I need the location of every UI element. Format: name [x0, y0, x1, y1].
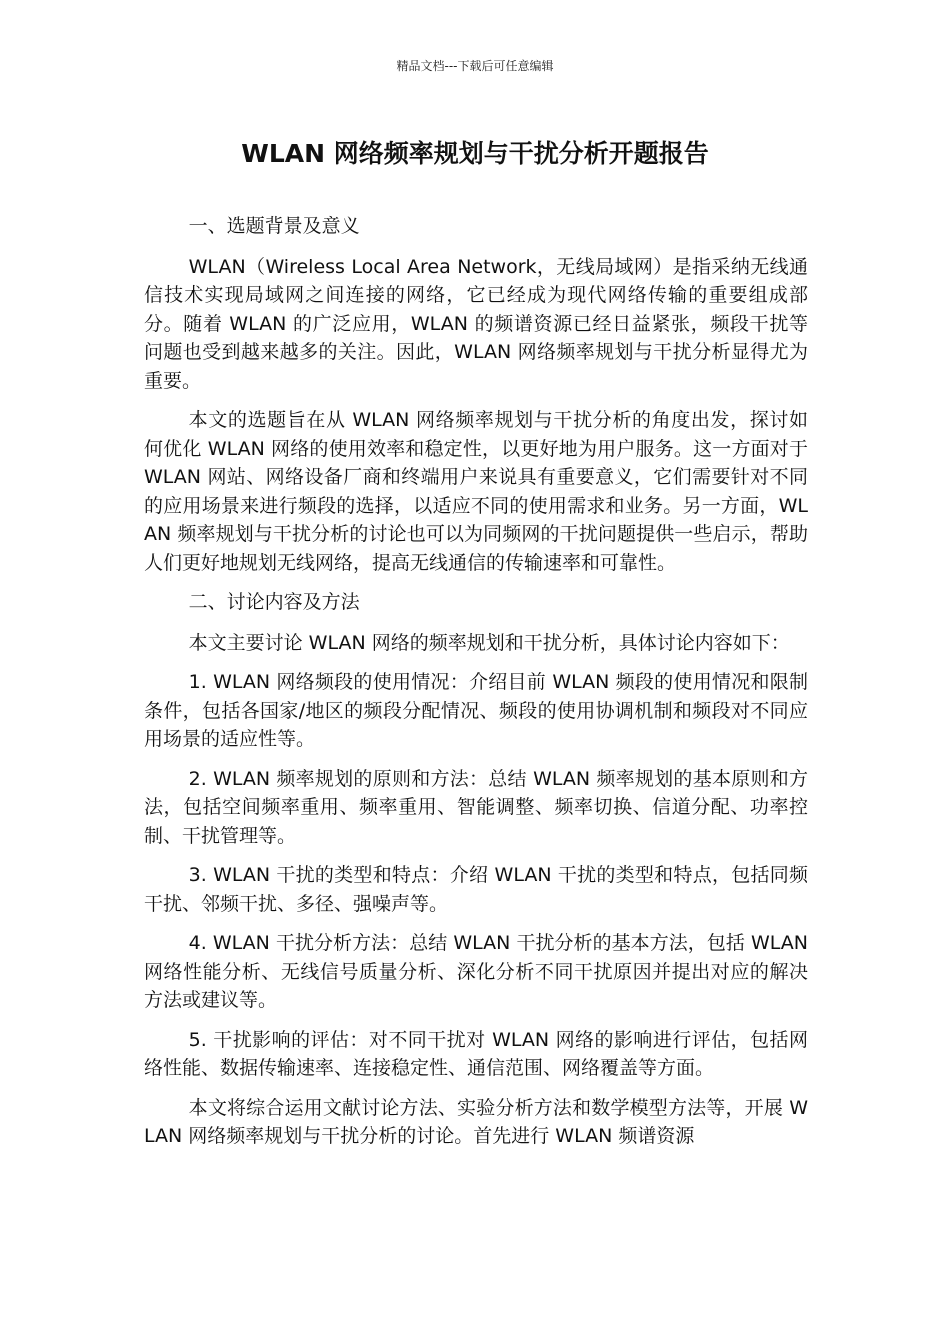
list-item-frequency-usage: 1. WLAN 网络频段的使用情况：介绍目前 WLAN 频段的使用情况和限制条件，包括各国家/地区的频段分配情况、频段的使用协调机制和频段对不同应用场景的适应性等。: [144, 671, 808, 750]
list-item-planning-principles: 2. WLAN 频率规划的原则和方法：总结 WLAN 频率规划的基本原则和方法，包括空间频率重用、频率重用、智能调整、频率切换、信道分配、功率控制、干扰管理等。: [144, 767, 808, 847]
section-heading-background: 一、选题背景及意义: [188, 215, 360, 237]
document-title: WLAN 网络频率规划与干扰分析开题报告: [241, 139, 709, 168]
list-item-impact-evaluation: 5. 干扰影响的评估：对不同干扰对 WLAN 网络的影响进行评估，包括网络性能、数据传输速率、连接稳定性、通信范围、网络覆盖等方面。: [144, 1028, 808, 1079]
paragraph-topic-purpose: 本文的选题旨在从 WLAN 网络频率规划与干扰分析的角度出发，探讨如何优化 WLAN 网络的使用效率和稳定性，以更好地为用户服务。这一方面对于 WLAN 网站、网络设备厂商和终端用户来说具有重要意义，它们需要针对不同的应用场景来进行频段的选择，以适应不同的使用需求和业务。另一方面，WLAN 频率规划与干扰分析的讨论也可以为同频网的干扰问题提供一些启示，帮助人们更好地规划无线网络，提高无线通信的传输速率和可靠性。: [144, 409, 808, 574]
list-item-interference-types: 3. WLAN 干扰的类型和特点：介绍 WLAN 干扰的类型和特点，包括同频干扰、邻频干扰、多径、强噪声等。: [144, 864, 808, 915]
paragraph-methodology: 本文将综合运用文献讨论方法、实验分析方法和数学模型方法等，开展 WLAN 网络频率规划与干扰分析的讨论。首先进行 WLAN 频谱资源: [144, 1096, 808, 1147]
document-body: [144, 212, 808, 1162]
section-heading-content-methods: 二、讨论内容及方法: [188, 591, 360, 613]
page-header: 精品文档---下载后可任意编辑: [396, 59, 554, 73]
paragraph-content-intro: 本文主要讨论 WLAN 网络的频率规划和干扰分析，具体讨论内容如下：: [188, 631, 790, 654]
paragraph-wlan-intro: WLAN（Wireless Local Area Network，无线局域网）是指采纳无线通信技术实现局域网之间连接的网络，它已经成为现代网络传输的重要组成部分。随着 WLAN 的广泛应用，WLAN 的频谱资源已经日益紧张，频段干扰等问题也受到越来越多的关注。因此，WLAN 网络频率规划与干扰分析显得尤为重要。: [144, 255, 808, 392]
list-item-interference-analysis: 4. WLAN 干扰分析方法：总结 WLAN 干扰分析的基本方法，包括 WLAN 网络性能分析、无线信号质量分析、深化分析不同干扰原因并提出对应的解决方法或建议等。: [144, 932, 808, 1011]
